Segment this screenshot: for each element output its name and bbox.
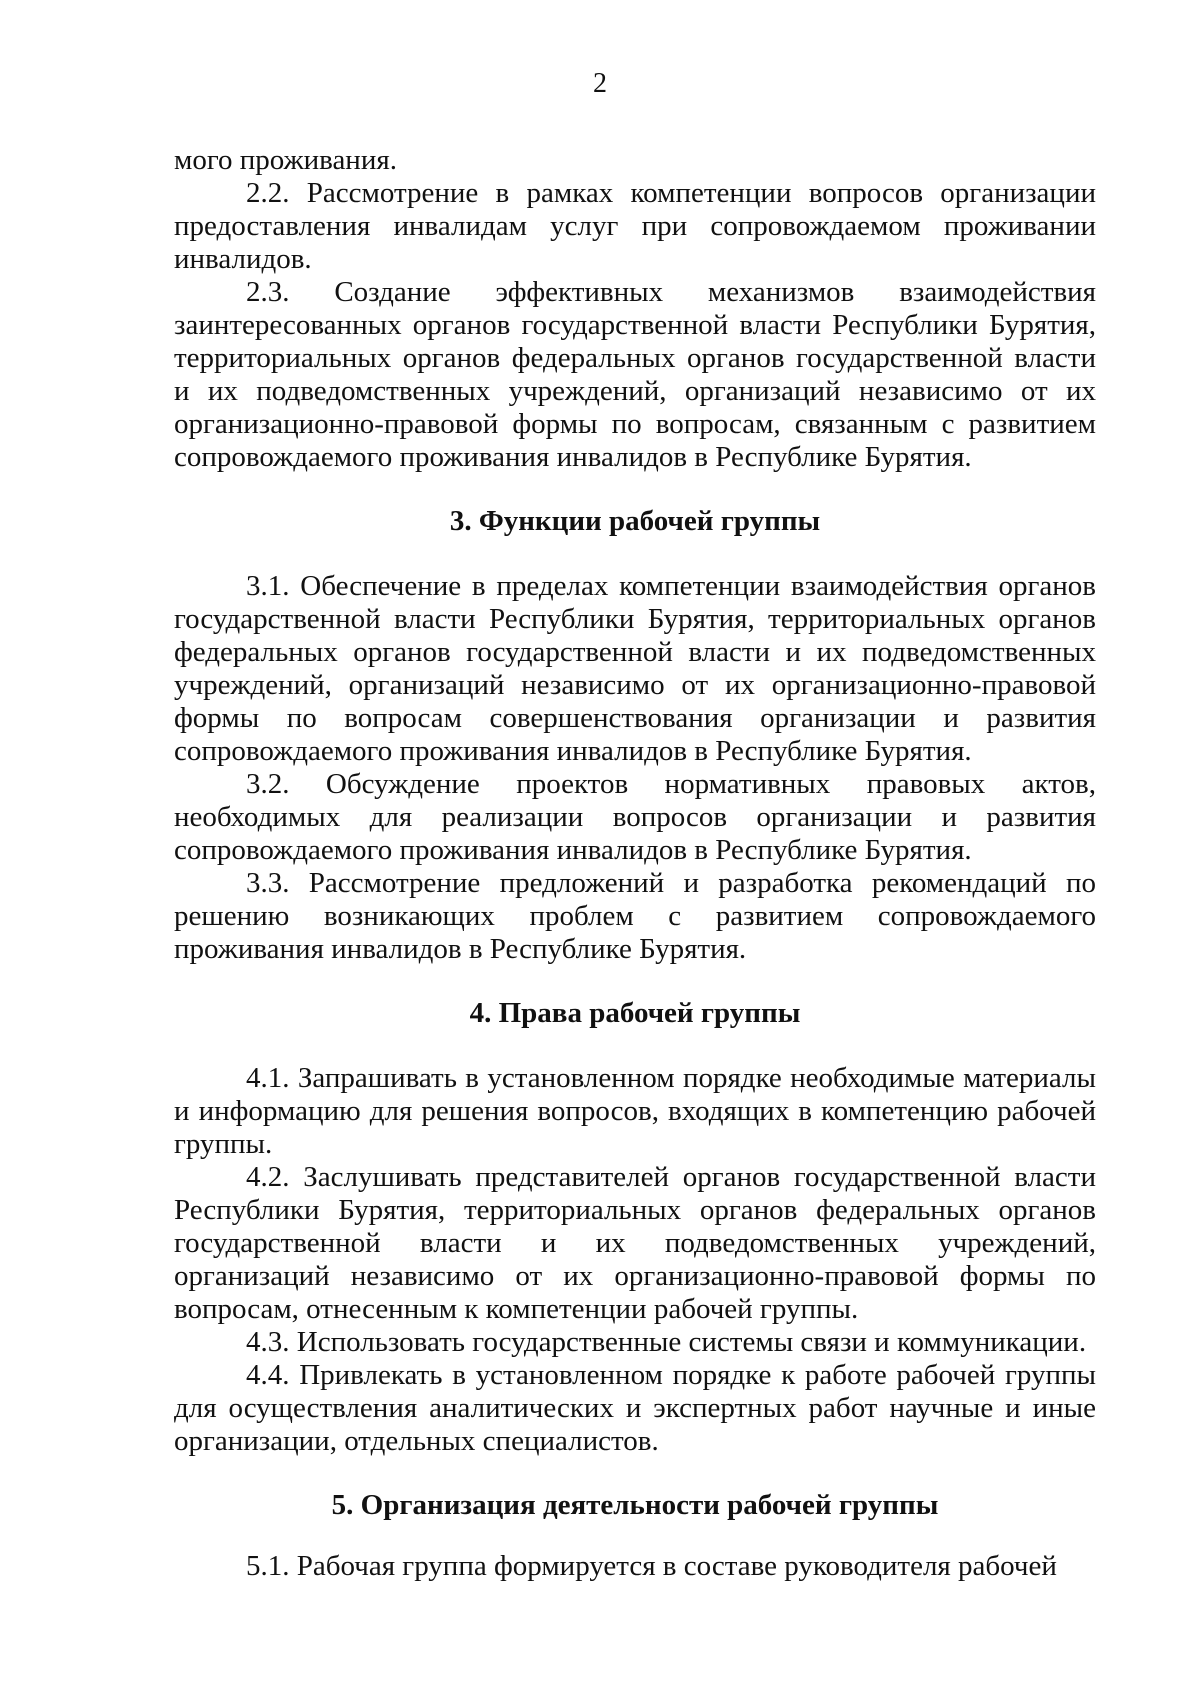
paragraph-continuation: мого проживания.	[174, 144, 397, 176]
document-body	[174, 144, 1096, 1583]
paragraph-2-2: 2.2. Рассмотрение в рамках компетенции вопросов организации предоставления инвалидам услуг при сопровождаемом проживании инвалидов.	[174, 177, 1096, 275]
paragraph-4-4: 4.4. Привлекать в установленном порядке к работе рабочей группы для осуществления аналитических и экспертных работ научные и иные организации, отдельных специалистов.	[174, 1359, 1096, 1457]
paragraph-3-1: 3.1. Обеспечение в пределах компетенции взаимодействия органов государственной власти Республики Бурятия, территориальных органов федеральных органов государственной власти и их подведомственных учреждений, организаций независимо от их организационно-правовой формы по вопросам совершенствования организации и развития сопровождаемого проживания инвалидов в Республике Бурятия.	[174, 570, 1096, 767]
section-heading-3: 3. Функции рабочей группы	[449, 505, 821, 537]
paragraph-4-2: 4.2. Заслушивать представителей органов государственной власти Республики Бурятия, территориальных органов федеральных органов государственной власти и их подведомственных учреждений, организаций независимо от их организационно-правовой формы по вопросам, отнесенным к компетенции рабочей группы.	[174, 1161, 1096, 1325]
section-heading-5: 5. Организация деятельности рабочей группы	[331, 1489, 939, 1521]
paragraph-2-3: 2.3. Создание эффективных механизмов взаимодействия заинтересованных органов государственной власти Республики Бурятия, территориальных органов федеральных органов государственной власти и их подведомственных учреждений, организаций независимо от их организационно-правовой формы по вопросам, связанным с развитием сопровождаемого проживания инвалидов в Республике Бурятия.	[174, 276, 1096, 473]
section-heading-4: 4. Права рабочей группы	[469, 997, 801, 1029]
paragraph-4-1: 4.1. Запрашивать в установленном порядке необходимые материалы и информацию для решения вопросов, входящих в компетенцию рабочей группы.	[174, 1062, 1096, 1160]
paragraph-3-2: 3.2. Обсуждение проектов нормативных правовых актов, необходимых для реализации вопросов организации и развития сопровождаемого проживания инвалидов в Республике Бурятия.	[174, 768, 1096, 866]
paragraph-4-3: 4.3. Использовать государственные системы связи и коммуникации.	[246, 1326, 1087, 1358]
page-number: 2	[593, 68, 607, 99]
paragraph-3-3: 3.3. Рассмотрение предложений и разработка рекомендаций по решению возникающих проблем с развитием сопровождаемого проживания инвалидов в Республике Бурятия.	[174, 867, 1096, 965]
paragraph-5-1: 5.1. Рабочая группа формируется в составе руководителя рабочей	[246, 1550, 1057, 1582]
